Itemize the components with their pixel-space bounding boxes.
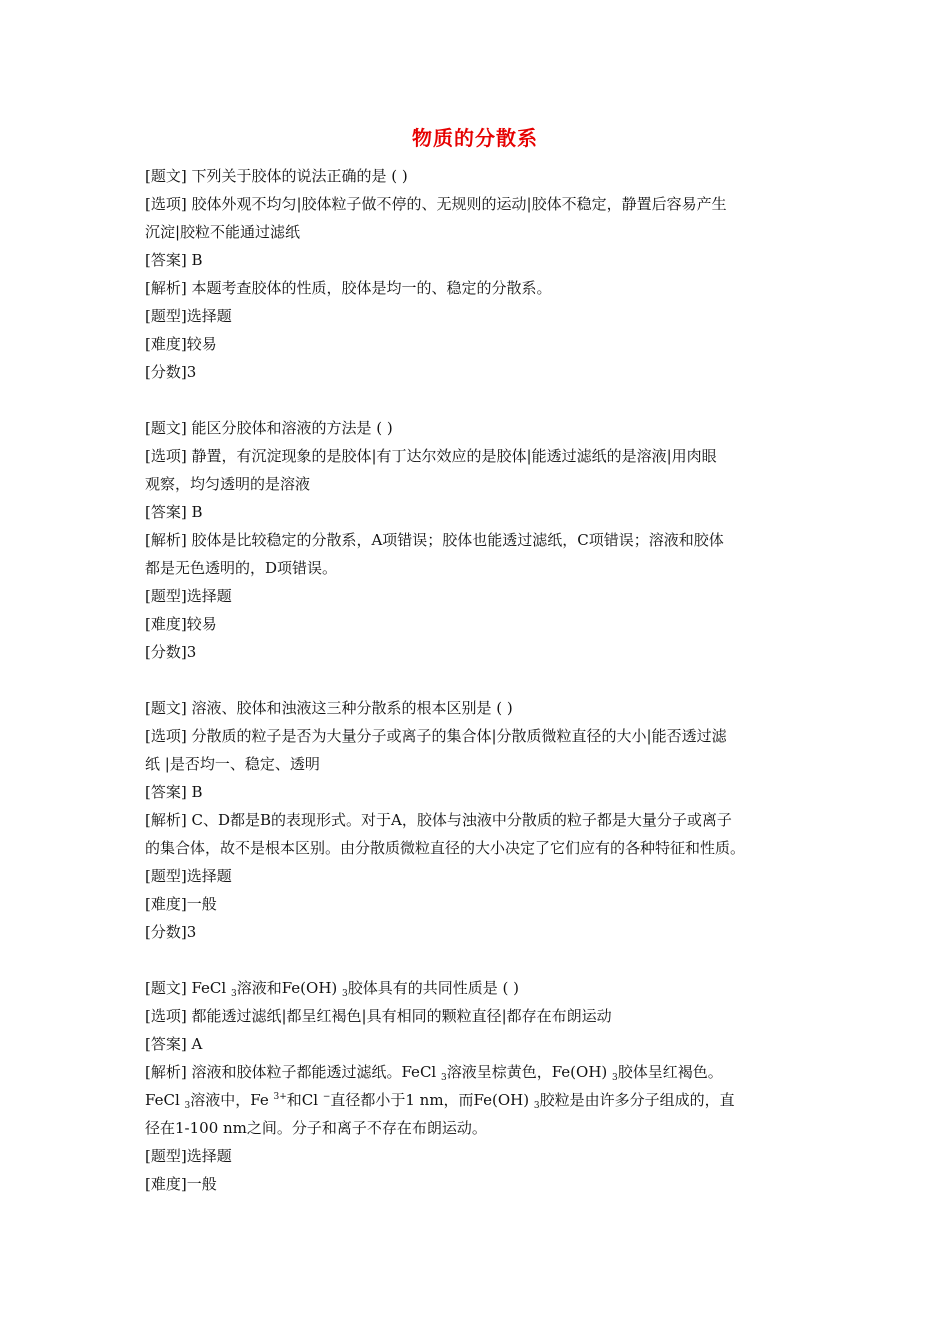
question-options: [选项] 分散质的粒子是否为大量分子或离子的集合体|分散质微粒直径的大小|能否透过滤 (145, 727, 727, 745)
question-options-cont: 观察，均匀透明的是溶液 (145, 475, 311, 493)
question-analysis-cont: 的集合体，故不是根本区别。由分散质微粒直径的大小决定了它们应有的各种特征和性质。 (145, 839, 746, 857)
question-score: [分数]3 (145, 923, 197, 941)
question-analysis-cont: 都是无色透明的，D项错误。 (145, 559, 338, 577)
question-answer: [答案] B (145, 251, 203, 269)
page-title: 物质的分散系 (412, 126, 538, 150)
question-answer: [答案] B (145, 503, 203, 521)
question-1 (145, 162, 815, 386)
question-analysis: [解析] C、D都是B的表现形式。对于A，胶体与浊液中分散质的粒子都是大量分子或离子 (145, 811, 732, 829)
question-stem: [题文] 能区分胶体和溶液的方法是 ( ) (145, 419, 393, 437)
question-difficulty: [难度]较易 (145, 335, 217, 353)
question-answer: [答案] A (145, 1035, 203, 1053)
question-options: [选项] 静置，有沉淀现象的是胶体|有丁达尔效应的是胶体|能透过滤纸的是溶液|用肉眼 (145, 447, 717, 465)
question-options-cont: 沉淀|胶粒不能通过滤纸 (145, 223, 301, 241)
question-difficulty: [难度]一般 (145, 1175, 217, 1193)
question-type: [题型]选择题 (145, 1147, 232, 1165)
question-list (145, 162, 815, 1226)
question-score: [分数]3 (145, 643, 197, 661)
question-analysis: [解析] 溶液和胶体粒子都能透过滤纸。FeCl $_3$溶液呈棕黄色，Fe(OH) $_3$胶体呈红褐色。 (145, 1063, 723, 1083)
question-4 (145, 974, 815, 1198)
question-analysis-cont: FeCl $_3$溶液中，Fe $^{3+}$和Cl −直径都小于1 nm，而Fe(OH) $_3$胶粒是由许多分子组成的，直 (145, 1091, 735, 1111)
question-options: [选项] 胶体外观不均匀|胶体粒子做不停的、无规则的运动|胶体不稳定，静置后容易产生 (145, 195, 727, 213)
question-options-cont: 纸 |是否均一、稳定、透明 (145, 755, 320, 773)
question-stem: [题文] FeCl $_3$溶液和Fe(OH) $_3$胶体具有的共同性质是 ( ) (145, 979, 520, 999)
question-difficulty: [难度]一般 (145, 895, 217, 913)
question-difficulty: [难度]较易 (145, 615, 217, 633)
question-stem: [题文] 下列关于胶体的说法正确的是 ( ) (145, 167, 408, 185)
question-analysis: [解析] 胶体是比较稳定的分散系，A项错误；胶体也能透过滤纸，C项错误；溶液和胶体 (145, 531, 724, 549)
question-type: [题型]选择题 (145, 587, 232, 605)
question-analysis-cont: 径在1-100 nm之间。分子和离子不存在布朗运动。 (145, 1119, 487, 1137)
question-score: [分数]3 (145, 363, 197, 381)
question-answer: [答案] B (145, 783, 203, 801)
question-stem: [题文] 溶液、胶体和浊液这三种分散系的根本区别是 ( ) (145, 699, 513, 717)
question-2 (145, 414, 815, 666)
question-3 (145, 694, 815, 946)
question-type: [题型]选择题 (145, 867, 232, 885)
question-type: [题型]选择题 (145, 307, 232, 325)
question-analysis: [解析] 本题考查胶体的性质，胶体是均一的、稳定的分散系。 (145, 279, 552, 297)
question-options: [选项] 都能透过滤纸|都呈红褐色|具有相同的颗粒直径|都存在布朗运动 (145, 1007, 612, 1025)
